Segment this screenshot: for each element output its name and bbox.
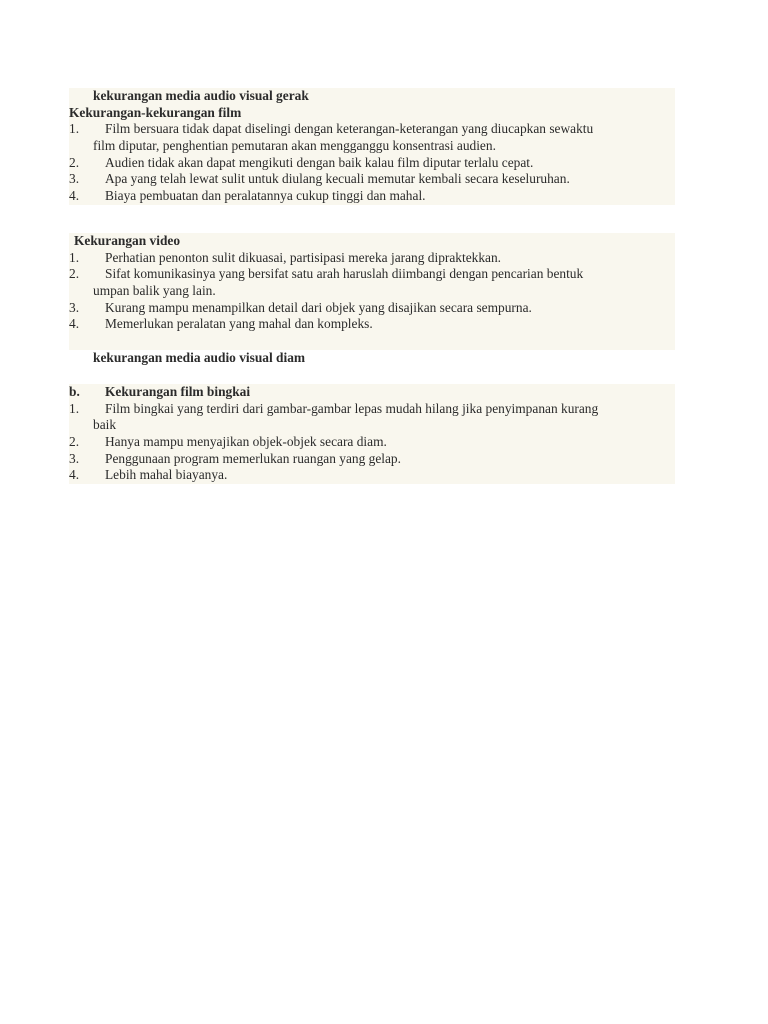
list-text: Sifat komunikasinya yang bersifat satu arah haruslah diimbangi dengan pencarian bentuk [105, 266, 584, 282]
list-number: 4. [69, 467, 80, 483]
section-bingkai [69, 384, 675, 484]
list-text: Lebih mahal biayanya. [105, 467, 228, 483]
list-item [69, 250, 675, 267]
list-item-continuation: baik [93, 417, 117, 433]
list-text: Perhatian penonton sulit dikuasai, partisipasi mereka jarang dipraktekkan. [105, 249, 502, 265]
list-text: Penggunaan program memerlukan ruangan yang gelap. [105, 450, 401, 466]
section-video [69, 233, 675, 350]
section-diam-title: kekurangan media audio visual diam [93, 350, 306, 365]
list-item [69, 155, 675, 172]
list-item [69, 266, 675, 283]
list-item [69, 434, 675, 451]
list-item [69, 316, 675, 333]
list-number: 2. [69, 266, 80, 282]
list-number: 2. [69, 434, 80, 450]
list-number: 1. [69, 121, 80, 137]
list-item [69, 467, 675, 484]
list-text: Film bersuara tidak dapat diselingi dengan keterangan-keterangan yang diucapkan sewaktu [105, 121, 594, 137]
list-text: Biaya pembuatan dan peralatannya cukup tinggi dan mahal. [105, 188, 426, 204]
list-number: 2. [69, 154, 80, 170]
list-number: 3. [69, 299, 80, 315]
list-item [69, 171, 675, 188]
list-text: Memerlukan peralatan yang mahal dan kompleks. [105, 316, 373, 332]
list-item-continuation: umpan balik yang lain. [93, 283, 216, 299]
list-item [69, 451, 675, 468]
section-diam [69, 350, 675, 367]
list-item [69, 121, 675, 138]
list-text: Film bingkai yang terdiri dari gambar-gambar lepas mudah hilang jika penyimpanan kurang [105, 400, 599, 416]
list-text: Apa yang telah lewat sulit untuk diulang kecuali memutar kembali secara keseluruhan. [105, 171, 570, 187]
list-number: 3. [69, 171, 80, 187]
list-item [69, 300, 675, 317]
list-text: Kurang mampu menampilkan detail dari objek yang disajikan secara sempurna. [105, 299, 532, 315]
list-number: 4. [69, 188, 80, 204]
list-number: 1. [69, 400, 80, 416]
section-gerak [69, 88, 675, 205]
list-number: 1. [69, 249, 80, 265]
list-number: 4. [69, 316, 80, 332]
section-bingkai-title-row [69, 384, 675, 401]
section-gerak-title: kekurangan media audio visual gerak [93, 88, 309, 103]
list-text: Hanya mampu menyajikan objek-objek secara diam. [105, 434, 387, 450]
blank-line [69, 333, 675, 350]
list-item [69, 401, 675, 418]
list-item [69, 188, 675, 205]
list-text: Audien tidak akan dapat mengikuti dengan baik kalau film diputar terlalu cepat. [105, 154, 534, 170]
section-bingkai-title: Kekurangan film bingkai [105, 384, 251, 399]
section-gerak-subtitle: Kekurangan-kekurangan film [69, 104, 242, 120]
list-item-continuation: film diputar, penghentian pemutaran akan mengganggu konsentrasi audien. [93, 138, 496, 154]
list-number: 3. [69, 450, 80, 466]
section-label: b. [69, 384, 80, 399]
section-video-title: Kekurangan video [74, 233, 181, 248]
